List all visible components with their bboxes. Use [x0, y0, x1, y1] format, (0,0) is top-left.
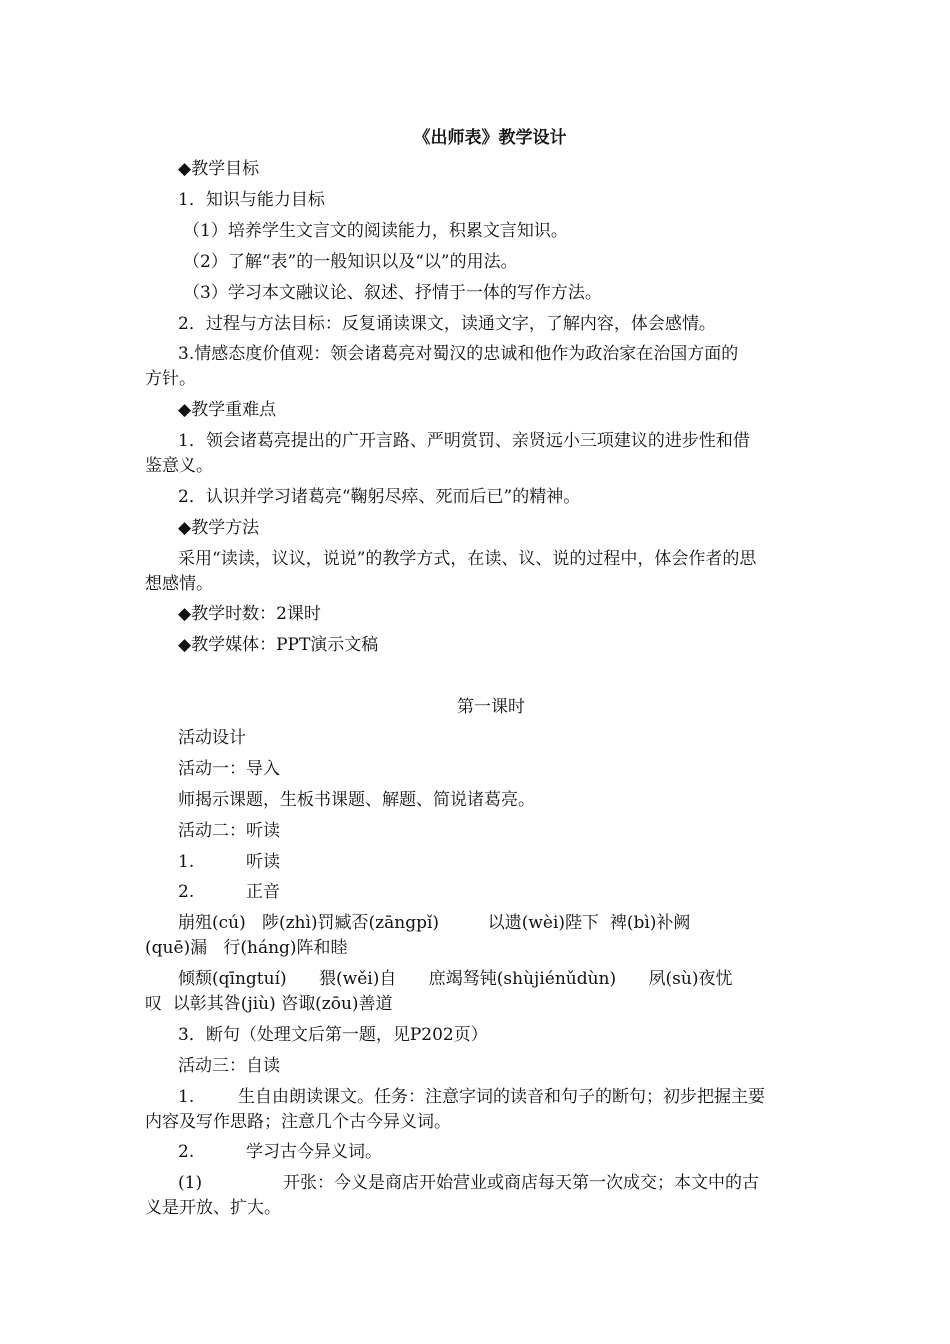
- key-point-1-line-1: 1．领会诸葛亮提出的广开言路、严明赏罚、亲贤远小三项建议的进步性和借: [178, 431, 750, 451]
- key-point-2: 2．认识并学习诸葛亮“鞠躬尽瘁、死而后已”的精神。: [178, 487, 581, 507]
- goals-heading: ◆教学目标: [178, 159, 260, 179]
- activity-2-step-3: 3．断句（处理文后第一题，见P202页）: [178, 1025, 488, 1045]
- activity-2-step-1: [145, 850, 810, 874]
- step-number: 2.: [178, 882, 195, 902]
- activity-1-heading: 活动一：导入: [178, 759, 280, 779]
- pronunciation-line-3: 倾颓(qīngtuí) 猥(wěi)自 庶竭驽钝(shùjiénǔdùn) 夙(sù)夜忧: [178, 969, 733, 989]
- method-heading: ◆教学方法: [178, 518, 260, 538]
- step-number: 2.: [178, 1142, 195, 1162]
- step-number: 1.: [178, 852, 195, 872]
- teaching-hours: ◆教学时数：2课时: [178, 604, 321, 624]
- activity-3-step-1-line-2: 内容及写作思路；注意几个古今异义词。: [145, 1112, 451, 1132]
- lesson-1-title: 第一课时: [457, 697, 525, 717]
- goal-knowledge-item-2: （2）了解“表”的一般知识以及“以”的用法。: [183, 252, 518, 272]
- goal-emotion-line-1: 3.情感态度价值观：领会诸葛亮对蜀汉的忠诚和他作为政治家在治国方面的: [178, 344, 739, 364]
- activity-3-step-2: [145, 1140, 810, 1164]
- step-number: 1.: [178, 1087, 195, 1107]
- step-text: 正音: [246, 882, 280, 902]
- step-text: 学习古今异义词。: [246, 1142, 382, 1162]
- goal-emotion-line-2: 方针。: [145, 369, 196, 389]
- activity-3-item-1-line-2: 义是开放、扩大。: [145, 1198, 281, 1218]
- pronunciation-line-2: (quē)漏 行(háng)阵和睦: [145, 938, 348, 958]
- goal-knowledge-item-3: （3）学习本文融议论、叙述、抒情于一体的写作方法。: [183, 283, 602, 303]
- pronunciation-line-1: 崩殂(cú) 陟(zhì)罚臧否(zāngpǐ) 以遗(wèi)陛下 裨(bì)补阙: [178, 913, 691, 933]
- activity-3-step-1-line-1: [145, 1085, 810, 1109]
- step-text: 生自由朗读课文。任务：注意字词的读音和句子的断句；初步把握主要: [238, 1087, 765, 1107]
- item-text: 开张：今义是商店开始营业或商店每天第一次成交；本文中的古: [283, 1173, 759, 1193]
- activity-3-item-1-line-1: [145, 1171, 810, 1195]
- goal-process: 2．过程与方法目标：反复诵读课文，读通文字，了解内容，体会感情。: [178, 314, 716, 334]
- page-title: 《出师表》教学设计: [413, 128, 567, 148]
- activity-1-text: 师揭示课题，生板书课题、解题、简说诸葛亮。: [178, 790, 535, 810]
- goal-knowledge-item-1: （1）培养学生文言文的阅读能力，积累文言知识。: [183, 221, 568, 241]
- teaching-media: ◆教学媒体：PPT演示文稿: [178, 635, 379, 655]
- goal-knowledge: 1．知识与能力目标: [178, 190, 325, 210]
- step-text: 听读: [246, 852, 280, 872]
- activity-2-heading: 活动二：听读: [178, 821, 280, 841]
- method-text-line-2: 想感情。: [145, 574, 213, 594]
- pronunciation-line-4: 叹 以彰其咎(jiù) 咨诹(zōu)善道: [145, 994, 393, 1014]
- key-point-1-line-2: 鉴意义。: [145, 456, 213, 476]
- activity-3-heading: 活动三：自读: [178, 1056, 280, 1076]
- key-points-heading: ◆教学重难点: [178, 400, 277, 420]
- method-text-line-1: 采用“读读，议议，说说”的教学方式，在读、议、说的过程中，体会作者的思: [178, 549, 757, 569]
- activity-2-step-2: [145, 880, 810, 904]
- item-number: (1): [178, 1173, 203, 1193]
- activity-design-heading: 活动设计: [178, 728, 246, 748]
